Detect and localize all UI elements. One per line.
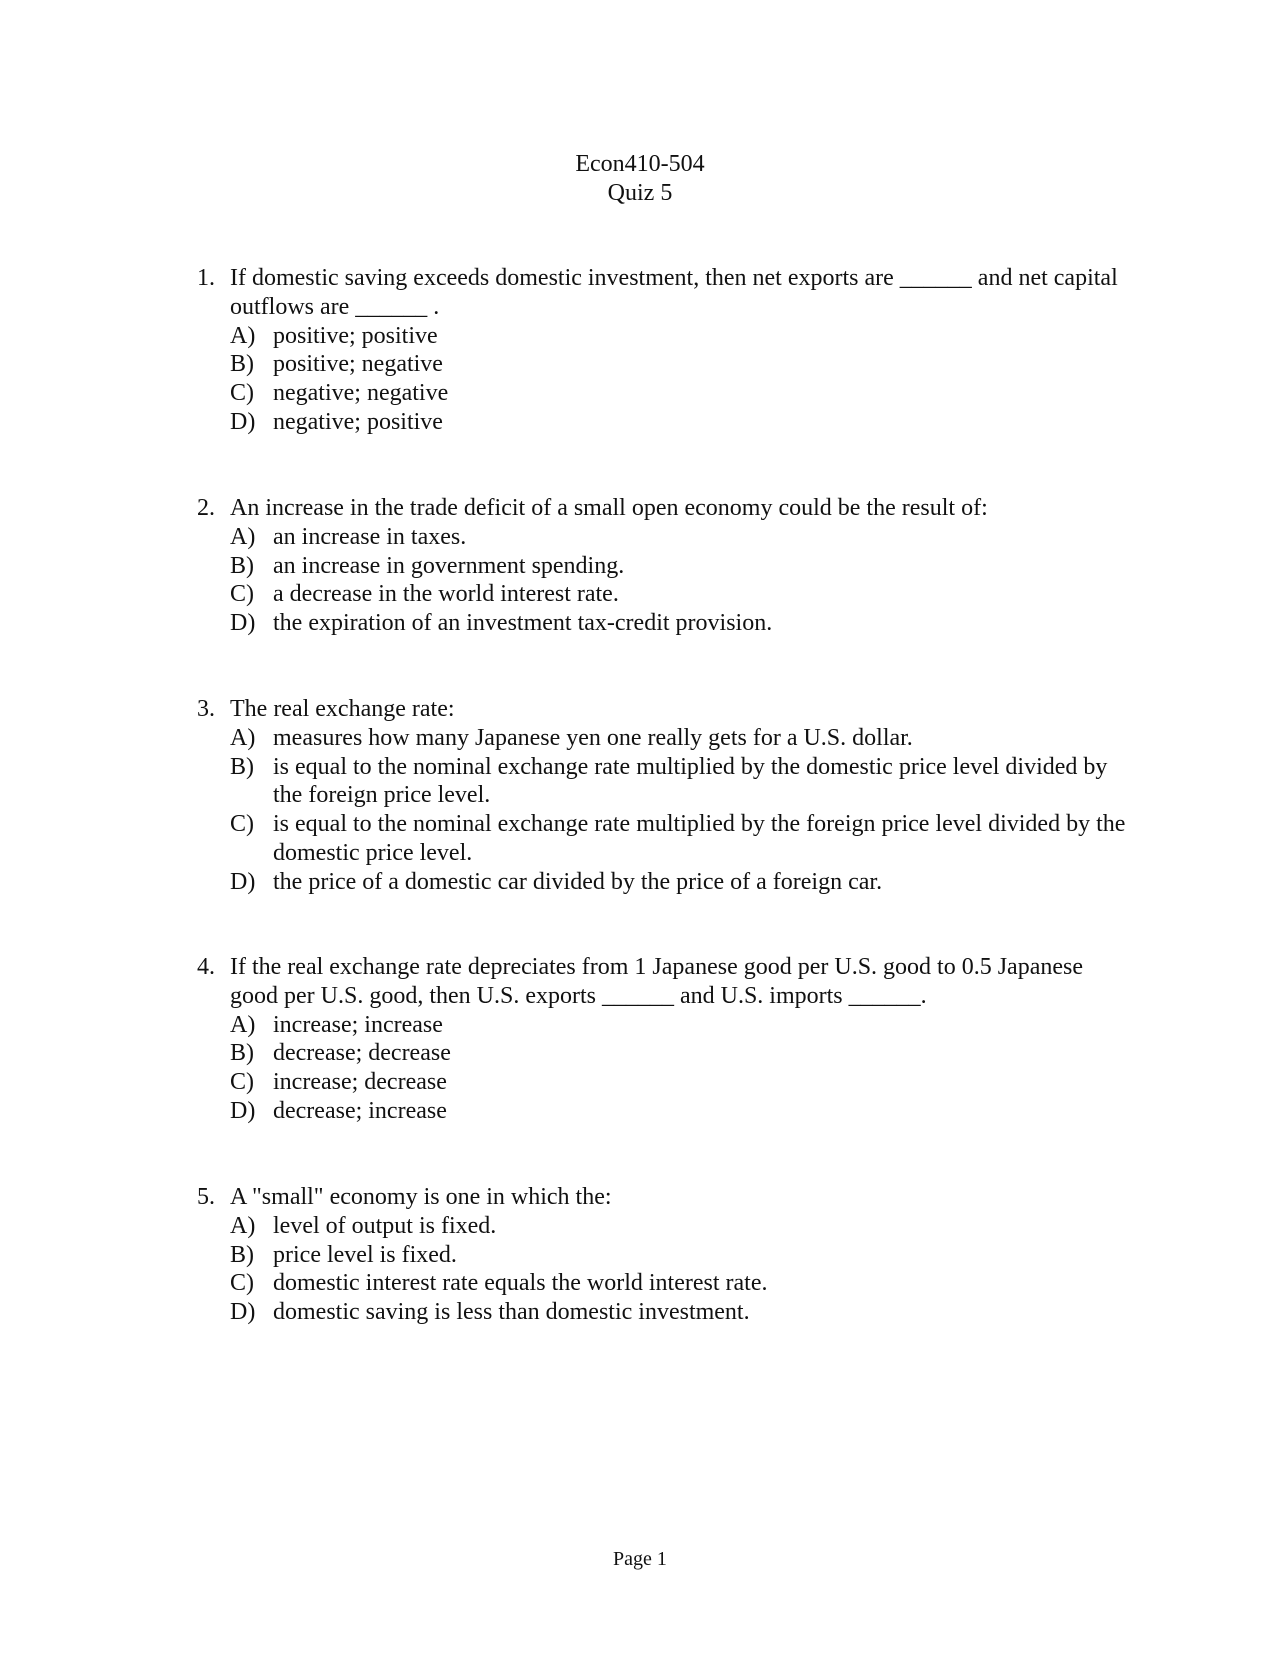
- option-letter: D): [230, 868, 256, 895]
- option-letter: B): [230, 753, 254, 780]
- option-a: [197, 322, 1127, 351]
- question-text: The real exchange rate:: [230, 696, 455, 722]
- option-text: negative; negative: [273, 380, 449, 407]
- question-stem: [197, 264, 1127, 322]
- option-letter: D): [230, 408, 256, 435]
- question-1: [197, 264, 1127, 437]
- question-5: [197, 1183, 1127, 1327]
- option-text: is equal to the nominal exchange rate multiplied by the domestic price level divided by the foreign price level.: [273, 753, 1108, 809]
- option-text: decrease; increase: [273, 1097, 447, 1124]
- option-text: decrease; decrease: [273, 1040, 451, 1067]
- option-letter: B): [230, 552, 254, 579]
- option-text: is equal to the nominal exchange rate multiplied by the foreign price level divided by the domestic price level.: [273, 811, 1126, 866]
- option-a: [197, 724, 1127, 753]
- question-number: 1.: [197, 265, 215, 291]
- option-letter: C): [230, 811, 254, 838]
- option-d: [197, 1298, 1127, 1327]
- option-letter: B): [230, 1241, 254, 1268]
- option-text: level of output is fixed.: [273, 1212, 497, 1239]
- option-letter: A): [230, 523, 256, 550]
- question-text: If the real exchange rate depreciates from 1 Japanese good per U.S. good to 0.5 Japanese good per U.S. good, then U.S. exports ______ and U.S. imports ______.: [230, 954, 1083, 1009]
- question-2: [197, 494, 1127, 638]
- option-text: an increase in government spending.: [273, 552, 625, 579]
- option-c: [197, 1068, 1127, 1097]
- course-title: Econ410-504: [575, 151, 705, 177]
- option-a: [197, 523, 1127, 552]
- question-3: [197, 695, 1127, 897]
- option-text: measures how many Japanese yen one really gets for a U.S. dollar.: [273, 724, 913, 751]
- option-text: a decrease in the world interest rate.: [273, 581, 619, 608]
- option-text: positive; positive: [273, 322, 438, 349]
- question-number: 2.: [197, 495, 215, 521]
- option-text: increase; increase: [273, 1011, 443, 1038]
- option-letter: A): [230, 1011, 256, 1038]
- option-b: [197, 753, 1127, 811]
- option-d: [197, 408, 1127, 437]
- option-letter: C): [230, 380, 254, 407]
- option-b: [197, 552, 1127, 581]
- question-stem: [197, 1183, 1127, 1212]
- option-letter: A): [230, 724, 256, 751]
- option-text: increase; decrease: [273, 1069, 447, 1096]
- question-text: An increase in the trade deficit of a small open economy could be the result of:: [230, 495, 988, 521]
- option-letter: B): [230, 1040, 254, 1067]
- option-text: domestic interest rate equals the world interest rate.: [273, 1270, 768, 1297]
- option-text: positive; negative: [273, 351, 443, 378]
- option-c: [197, 379, 1127, 408]
- option-letter: D): [230, 1097, 256, 1124]
- question-number: 3.: [197, 696, 215, 722]
- option-letter: D): [230, 1299, 256, 1326]
- option-c: [197, 1269, 1127, 1298]
- option-text: domestic saving is less than domestic investment.: [273, 1299, 750, 1326]
- option-d: [197, 868, 1127, 897]
- option-b: [197, 1241, 1127, 1270]
- option-letter: D): [230, 610, 256, 637]
- option-d: [197, 1097, 1127, 1126]
- option-text: negative; positive: [273, 408, 443, 435]
- option-c: [197, 580, 1127, 609]
- option-text: the expiration of an investment tax-credit provision.: [273, 610, 773, 637]
- option-a: [197, 1011, 1127, 1040]
- option-a: [197, 1212, 1127, 1241]
- quiz-header: [0, 150, 1280, 208]
- question-text: A "small" economy is one in which the:: [230, 1184, 612, 1210]
- option-letter: A): [230, 1212, 256, 1239]
- question-stem: [197, 953, 1127, 1011]
- question-number: 4.: [197, 954, 215, 980]
- option-letter: C): [230, 581, 254, 608]
- question-stem: [197, 695, 1127, 724]
- question-4: [197, 953, 1127, 1126]
- quiz-title: Quiz 5: [607, 180, 673, 206]
- option-letter: A): [230, 322, 256, 349]
- option-letter: C): [230, 1270, 254, 1297]
- option-letter: B): [230, 351, 254, 378]
- option-text: an increase in taxes.: [273, 523, 467, 550]
- question-number: 5.: [197, 1184, 215, 1210]
- page-number: Page 1: [613, 1548, 667, 1570]
- option-b: [197, 1039, 1127, 1068]
- question-stem: [197, 494, 1127, 523]
- option-text: the price of a domestic car divided by the price of a foreign car.: [273, 868, 883, 895]
- option-text: price level is fixed.: [273, 1241, 457, 1268]
- option-b: [197, 350, 1127, 379]
- question-text: If domestic saving exceeds domestic investment, then net exports are ______ and net capital outflows are ______ .: [230, 265, 1118, 320]
- option-letter: C): [230, 1069, 254, 1096]
- option-c: [197, 810, 1127, 868]
- page-footer: [0, 1548, 1280, 1571]
- option-d: [197, 609, 1127, 638]
